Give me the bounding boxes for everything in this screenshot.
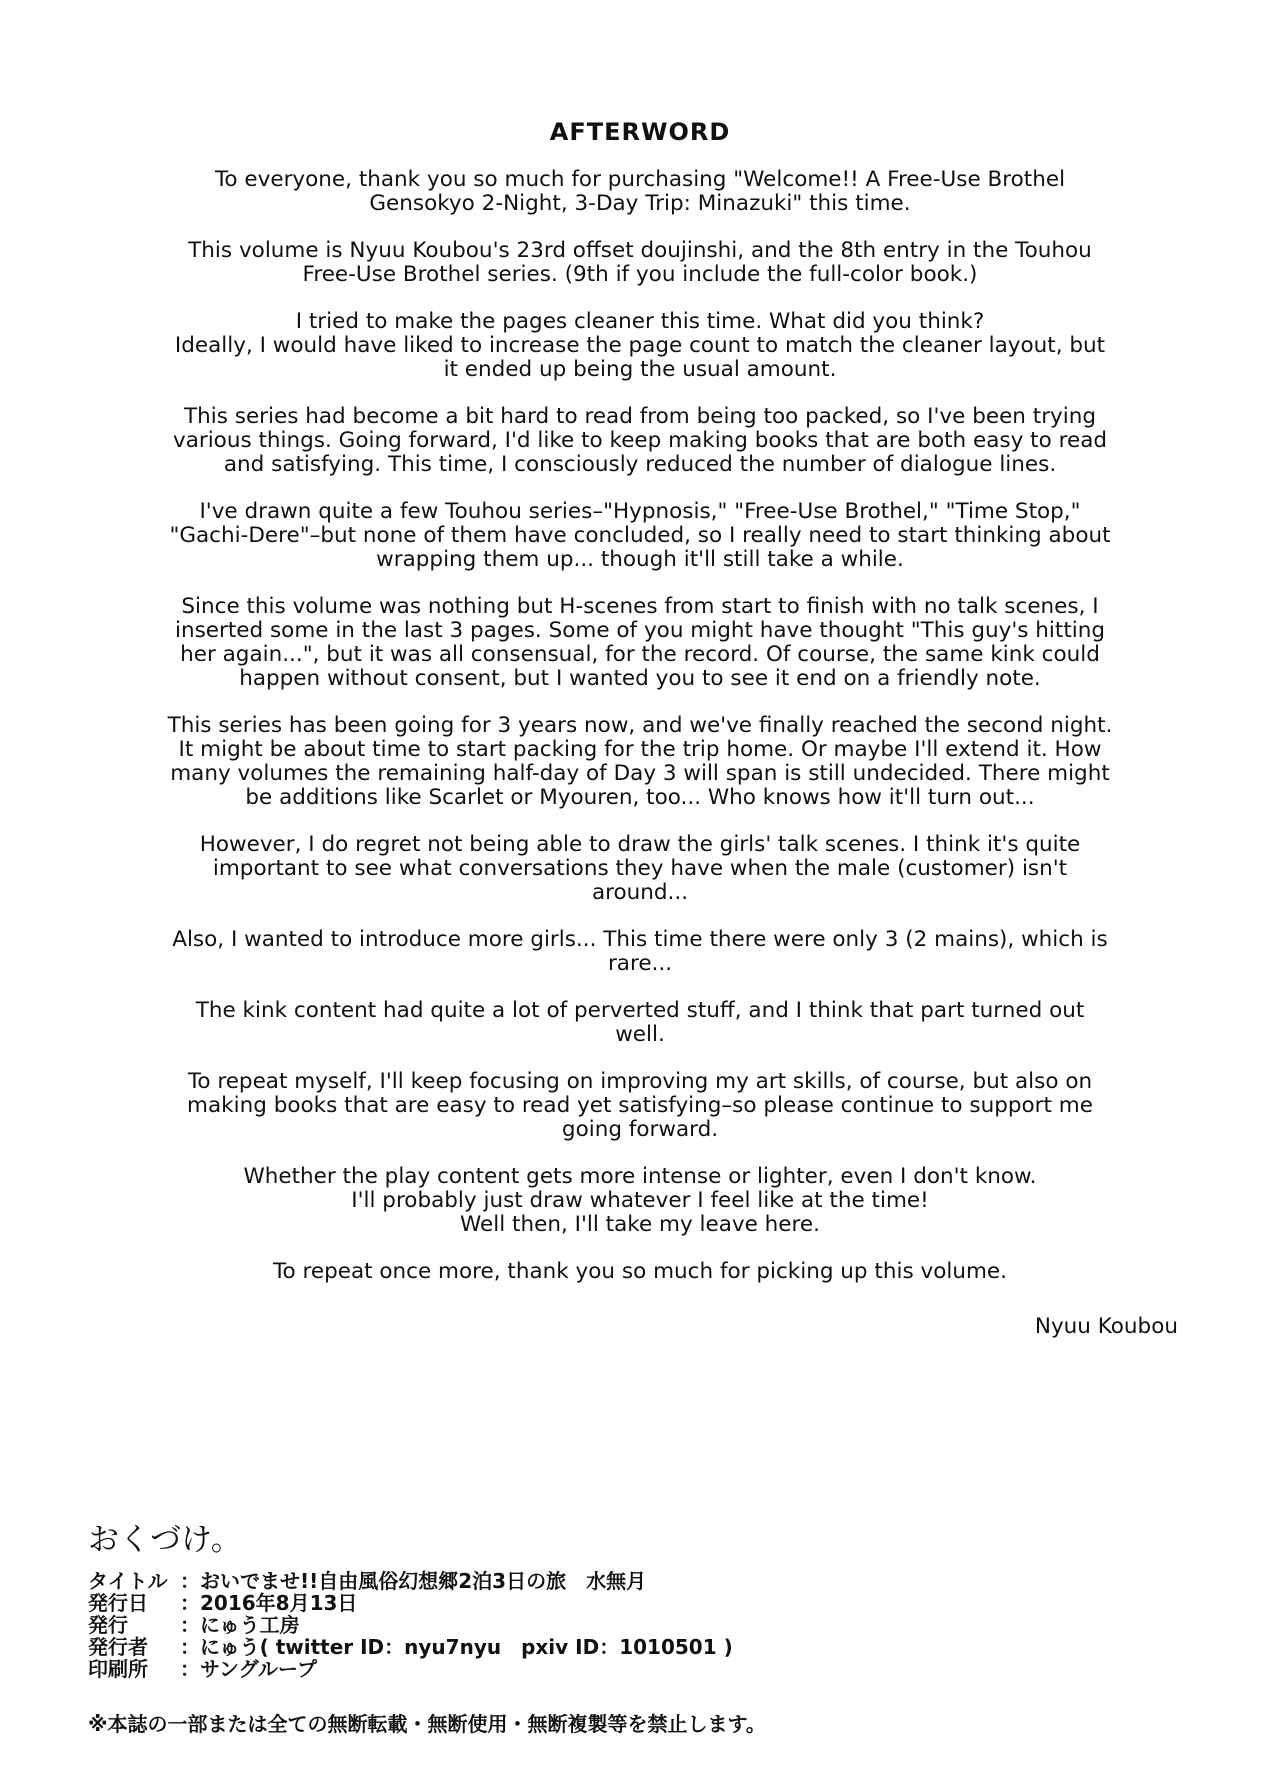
afterword-line: important to see what conversations they have when the male (customer) isn't xyxy=(212,856,1068,881)
afterword-line: Also, I wanted to introduce more girls... This time there were only 3 (2 mains), which is xyxy=(172,927,1108,952)
afterword-body xyxy=(90,168,1190,1284)
colophon-value: ：サングループ xyxy=(180,1657,317,1681)
afterword-paragraph xyxy=(90,239,1190,287)
colophon-label: 発行日 xyxy=(88,1591,148,1615)
colophon-label: 印刷所 xyxy=(88,1657,148,1681)
colophon-row-date xyxy=(88,1592,1188,1614)
colophon-label: タイトル xyxy=(88,1569,168,1593)
copyright-notice: ※本誌の一部または全ての無断転載・無断使用・無断複製等を禁止します。 xyxy=(88,1712,766,1736)
afterword-line: This series has been going for 3 years now, and we've finally reached the second night. xyxy=(167,713,1113,738)
afterword-paragraph xyxy=(90,928,1190,976)
afterword-line: Ideally, I would have liked to increase the page count to match the cleaner layout, but xyxy=(174,333,1106,358)
colophon-value: ：2016年8月13日 xyxy=(180,1591,358,1615)
colophon-title: おくづけ。 xyxy=(88,1522,242,1558)
afterword-paragraph xyxy=(90,1260,1190,1284)
colophon-row-title xyxy=(88,1570,1188,1592)
afterword-line: Whether the play content gets more intense or lighter, even I don't know. xyxy=(243,1164,1037,1189)
afterword-line: Free-Use Brothel series. (9th if you include the full-color book.) xyxy=(302,262,978,287)
colophon-value: ：にゅう工房 xyxy=(180,1613,300,1637)
afterword-paragraph xyxy=(90,500,1190,572)
colophon-label: 発行 xyxy=(88,1613,128,1637)
colophon-section xyxy=(88,1522,1188,1680)
afterword-line: be additions like Scarlet or Myouren, too... Who knows how it'll turn out... xyxy=(245,785,1035,810)
afterword-line: This volume is Nyuu Koubou's 23rd offset doujinshi, and the 8th entry in the Touhou xyxy=(188,238,1092,263)
afterword-line: "Gachi-Dere"–but none of them have concluded, so I really need to start thinking about xyxy=(169,523,1111,548)
afterword-line: wrapping them up... though it'll still take a while. xyxy=(376,547,904,572)
afterword-line: and satisfying. This time, I consciously reduced the number of dialogue lines. xyxy=(223,452,1057,477)
afterword-paragraph xyxy=(90,833,1190,905)
afterword-line: Gensokyo 2-Night, 3-Day Trip: Minazuki" this time. xyxy=(369,191,911,216)
afterword-line: The kink content had quite a lot of perverted stuff, and I think that part turned out xyxy=(195,998,1085,1023)
afterword-section xyxy=(90,118,1190,1307)
author-signature: Nyuu Koubou xyxy=(1034,1314,1178,1339)
colophon-value: ：にゅう( twitter ID：nyu7nyu pxiv ID：1010501 ) xyxy=(180,1635,733,1659)
colophon-row-printer xyxy=(88,1658,1188,1680)
afterword-line: happen without consent, but I wanted you to see it end on a friendly note. xyxy=(239,666,1041,691)
afterword-paragraph xyxy=(90,999,1190,1047)
afterword-paragraph xyxy=(90,168,1190,216)
colophon-row-issuer xyxy=(88,1636,1188,1658)
afterword-line: This series had become a bit hard to read from being too packed, so I've been trying xyxy=(183,404,1097,429)
afterword-line: Since this volume was nothing but H-scenes from start to finish with no talk scenes, I xyxy=(181,594,1099,619)
colophon-row-publisher xyxy=(88,1614,1188,1636)
afterword-line: Well then, I'll take my leave here. xyxy=(460,1212,820,1237)
afterword-line: It might be about time to start packing for the trip home. Or maybe I'll extend it. How xyxy=(178,737,1102,762)
afterword-line: well. xyxy=(615,1022,665,1047)
afterword-line: her again...", but it was all consensual, for the record. Of course, the same kink could xyxy=(180,642,1100,667)
afterword-line: rare... xyxy=(607,951,673,976)
afterword-line: around... xyxy=(591,880,689,905)
afterword-title: AFTERWORD xyxy=(549,118,731,146)
afterword-line: I've drawn quite a few Touhou series–"Hypnosis," "Free-Use Brothel," "Time Stop," xyxy=(199,499,1081,524)
afterword-paragraph xyxy=(90,310,1190,382)
afterword-line: various things. Going forward, I'd like to keep making books that are both easy to read xyxy=(172,428,1108,453)
afterword-line: To repeat once more, thank you so much for picking up this volume. xyxy=(273,1259,1007,1284)
afterword-paragraph xyxy=(90,405,1190,477)
afterword-line: going forward. xyxy=(561,1117,719,1142)
afterword-line: it ended up being the usual amount. xyxy=(443,357,837,382)
afterword-line: I tried to make the pages cleaner this time. What did you think? xyxy=(295,309,985,334)
afterword-line: inserted some in the last 3 pages. Some of you might have thought "This guy's hitting xyxy=(174,618,1106,643)
afterword-paragraph xyxy=(90,1165,1190,1237)
afterword-paragraph xyxy=(90,714,1190,810)
afterword-paragraph xyxy=(90,1070,1190,1142)
afterword-line: I'll probably just draw whatever I feel like at the time! xyxy=(351,1188,929,1213)
afterword-line: To everyone, thank you so much for purchasing "Welcome!! A Free-Use Brothel xyxy=(214,167,1066,192)
afterword-line: many volumes the remaining half-day of Day 3 will span is still undecided. There might xyxy=(170,761,1110,786)
afterword-line: making books that are easy to read yet satisfying–so please continue to support me xyxy=(187,1093,1093,1118)
colophon-label: 発行者 xyxy=(88,1635,148,1659)
afterword-line: To repeat myself, I'll keep focusing on improving my art skills, of course, but also on xyxy=(187,1069,1093,1094)
afterword-line: However, I do regret not being able to draw the girls' talk scenes. I think it's quite xyxy=(199,832,1081,857)
colophon-value: ：おいでませ!!自由風俗幻想郷2泊3日の旅 水無月 xyxy=(180,1569,647,1593)
afterword-paragraph xyxy=(90,595,1190,691)
